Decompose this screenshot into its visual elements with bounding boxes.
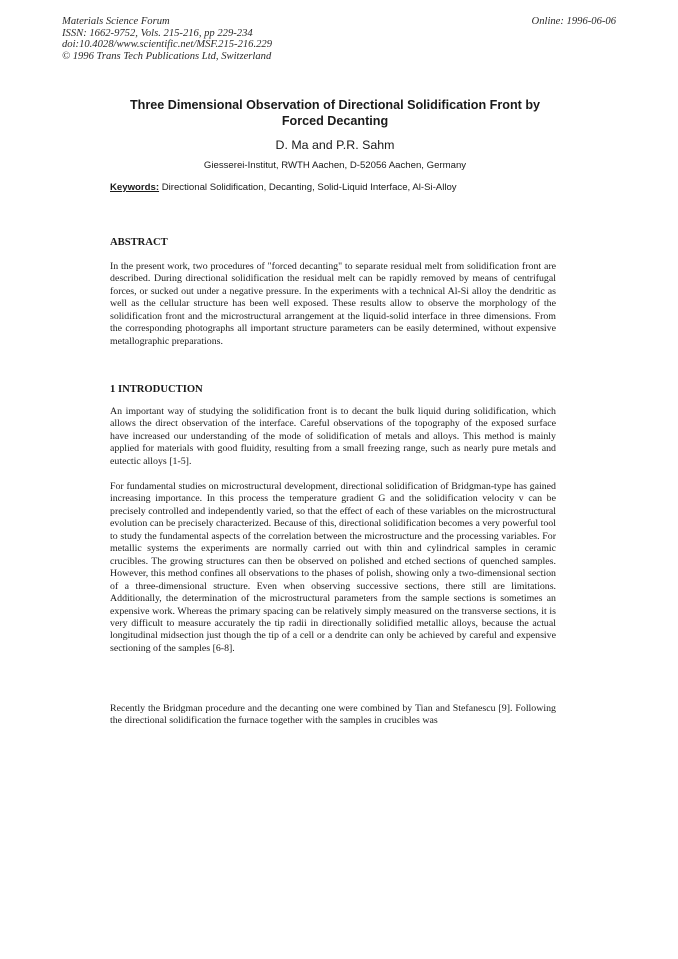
title-line-2: Forced Decanting <box>281 114 389 128</box>
authors: D. Ma and P.R. Sahm <box>275 138 395 152</box>
introduction-heading: 1 INTRODUCTION <box>110 384 203 395</box>
online-date: Online: 1996-06-06 <box>531 16 616 27</box>
issn-line: ISSN: 1662-9752, Vols. 215-216, pp 229-234 <box>62 27 253 39</box>
affiliation: Giesserei-Institut, RWTH Aachen, D-52056 Aachen, Germany <box>203 160 467 171</box>
keywords-line <box>110 182 457 193</box>
abstract-text: In the present work, two procedures of "forced decanting" to separate residual melt from solidification front are described. During directional solidification the residual melt can be rapidly removed by means of centrifugal forces, or sucked out under a negative pressure. In the experiments with a technical Al-Si alloy the dendritic as well as the cellular structure has been well exposed. These results allow to observe the morphology of the solidification front and the microstructural arrangement at the liquid-solid interface in three dimensions. From the corresponding photographs all important structure parameters can be easily determined, without expensive metallographic preparations. <box>110 261 556 347</box>
title-line-1: Three Dimensional Observation of Directional Solidification Front by <box>129 98 541 112</box>
keywords-label: Keywords: <box>110 182 160 193</box>
introduction-paragraph-2: For fundamental studies on microstructural development, directional solidification of Bridgman-type has gained increasing importance. In this process the temperature gradient G and the solidification velocity v can be precisely controlled and independently varied, so that the effect of each of these variables on the microstructural evolution can be precisely characterized. Because of this, directional solidification becomes a very powerful tool to study the fundamental aspects of the correlation between the microstructure and the processing variables. For metallic systems the experiments are normally carried out with thin and cylindrical samples in ceramic crucibles. The growing structures can then be observed on polished and etched sections of quenched samples. However, this method confines all observations to the phases of polish, showing only a two-dimensional section of a three-dimensional structure. Even when observing successive sections, there still are limitations. Additionally, the determination of the microstructural parameters from the sample sections is sometimes an expensive work. Whereas the primary spacing can be relatively simply measured on the transverse sections, it is very difficult to measure accurately the tip radii in directionally solidified metallic alloys, because the actual longitudinal midsection just though the tip of a cell or a dendrite can only be achieved by careful and expensive sectioning of the samples [6-8]. <box>110 481 556 654</box>
keywords-text: Directional Solidification, Decanting, Solid-Liquid Interface, Al-Si-Alloy <box>161 182 457 193</box>
introduction-paragraph-1: An important way of studying the solidification front is to decant the bulk liquid during solidification, which allows the direct observation of the interface. Careful observations of the topography of the exposed surface have increased our understanding of the mode of solidification of metals and alloys. This method is mainly applied for materials with good fluidity, resulting from a small freezing range, such as nearly pure metals and eutectic alloys [1-5]. <box>110 406 556 467</box>
copyright-line: © 1996 Trans Tech Publications Ltd, Switzerland <box>62 50 272 62</box>
introduction-paragraph-3: Recently the Bridgman procedure and the decanting one were combined by Tian and Stefanescu [9]. Following the directional solidification the furnace together with the samples in crucibles was <box>110 703 556 727</box>
doi-line[interactable]: doi:10.4028/www.scientific.net/MSF.215-216.229 <box>62 39 272 51</box>
publication-metadata <box>62 16 272 62</box>
paper-title <box>100 97 570 129</box>
abstract-heading: ABSTRACT <box>110 237 168 248</box>
journal-name: Materials Science Forum <box>62 16 170 27</box>
